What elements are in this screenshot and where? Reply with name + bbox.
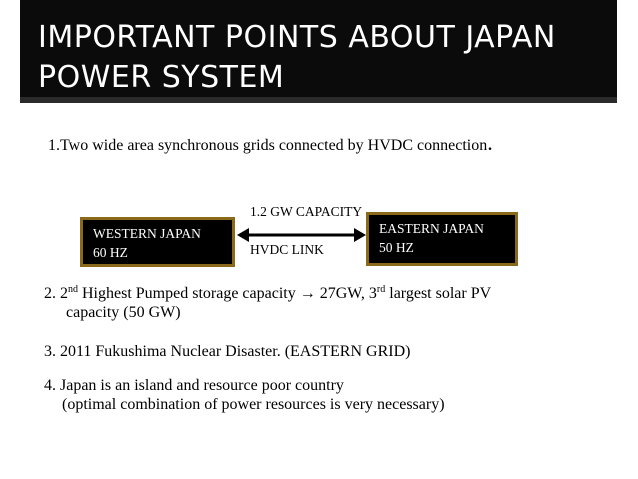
- slide-title: [38, 18, 608, 98]
- slide-title-line-1: IMPORTANT POINTS ABOUT JAPAN: [38, 20, 556, 55]
- point-4: [44, 376, 445, 414]
- right-arrow-icon: →: [299, 285, 316, 302]
- point-2-text-3: largest solar PV: [385, 285, 492, 302]
- point-2-text-2: 27GW, 3: [315, 285, 377, 302]
- double-arrow-icon: [236, 225, 367, 245]
- point-2-prefix: 2. 2: [44, 285, 68, 302]
- point-2: [44, 284, 624, 322]
- point-1-text: 1.Two wide area synchronous grids connected by HVDC connection: [48, 137, 488, 154]
- western-japan-box: [80, 217, 235, 267]
- point-1-period: .: [487, 130, 493, 155]
- point-4-line-2: (optimal combination of power resources is very necessary): [62, 396, 445, 413]
- hvdc-capacity-label: 1.2 GW CAPACITY: [250, 204, 363, 219]
- eastern-japan-label: EASTERN JAPAN: [379, 221, 484, 236]
- point-2-sup-rd: rd: [376, 284, 386, 295]
- eastern-japan-box: [366, 212, 518, 266]
- slide-title-line-2: POWER SYSTEM: [38, 60, 285, 95]
- point-4-line-1: 4. Japan is an island and resource poor country: [44, 377, 344, 394]
- western-japan-frequency: 60 HZ: [93, 245, 128, 260]
- western-japan-label: WESTERN JAPAN: [93, 226, 201, 241]
- eastern-japan-frequency: 50 HZ: [379, 240, 414, 255]
- point-2-sup-nd: nd: [68, 284, 78, 295]
- point-1: [48, 132, 493, 155]
- point-2-text-1: Highest Pumped storage capacity: [78, 285, 300, 302]
- hvdc-link-name-label: HVDC LINK: [250, 242, 324, 257]
- point-2-line-2: capacity (50 GW): [66, 304, 181, 321]
- point-3: 3. 2011 Fukushima Nuclear Disaster. (EASTERN GRID): [44, 343, 411, 360]
